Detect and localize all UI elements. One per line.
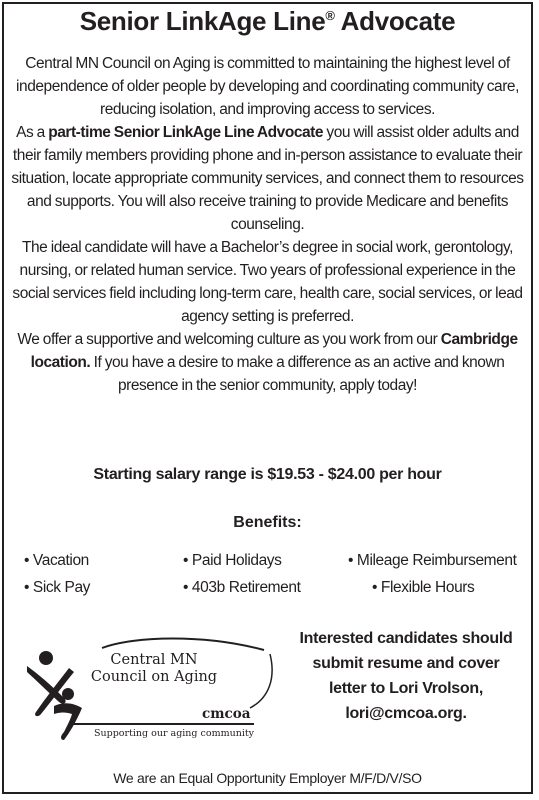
- intro-paragraph: Central MN Council on Aging is committed to maintaining the highest level of independence of older people by developing and coordinating community care, reducing isolation, and improving access to services.: [16, 55, 519, 118]
- benefit-sick-pay: • Sick Pay: [24, 579, 91, 596]
- benefit-vacation: • Vacation: [24, 552, 89, 569]
- benefit-mileage-reimbursement: • Mileage Reimbursement: [348, 552, 517, 569]
- role-position: part-time Senior LinkAge Line Advocate: [48, 124, 324, 141]
- logo-name: [84, 652, 224, 686]
- ad-title: [0, 6, 535, 37]
- apply-email: lori@cmcoa.org.: [345, 705, 467, 722]
- title-suffix: Advocate: [334, 6, 456, 36]
- eeo-statement: We are an Equal Opportunity Employer M/F/D/V/SO: [113, 770, 422, 786]
- title-text: Senior LinkAge Line: [79, 6, 326, 36]
- role-text: you will assist older adults and their family members providing phone and in-person assistance to evaluate their situation, locate appropriate community services, and connect them to resources and supports. You will also receive training to provide Medicare and benefits counseling.: [11, 124, 524, 233]
- benefit-403b-retirement: • 403b Retirement: [183, 579, 301, 596]
- logo-abbrev: cmcoa: [202, 706, 251, 722]
- logo-tagline: Supporting our aging community: [94, 728, 255, 739]
- logo-name-line1: Central MN: [110, 652, 198, 668]
- role-paragraph: [6, 121, 529, 236]
- apply-line1: Interested candidates should: [299, 630, 513, 647]
- registered-mark: ®: [325, 8, 335, 23]
- culture-text: If you have a desire to make a difference as an active and known presence in the senior community, apply today!: [90, 354, 505, 394]
- benefit-paid-holidays: • Paid Holidays: [183, 552, 282, 569]
- benefit-flexible-hours: • Flexible Hours: [372, 579, 475, 596]
- logo-name-line2: Council on Aging: [90, 669, 218, 685]
- cmcoa-logo: [24, 628, 274, 743]
- apply-line3: letter to Lori Vrolson,: [328, 680, 483, 697]
- qualifications-paragraph: The ideal candidate will have a Bachelor’s degree in social work, gerontology, nursing, or related human service. Two years of professional experience in the social services field including long-term care, health care, social services, or lead agency setting is preferred.: [12, 239, 523, 325]
- role-prefix: As a: [16, 124, 49, 141]
- apply-line2: submit resume and cover: [312, 655, 500, 672]
- apply-instructions: [280, 626, 532, 726]
- culture-paragraph: [6, 328, 529, 397]
- culture-prefix: We offer a supportive and welcoming culture as you work from our: [17, 331, 441, 348]
- ad-body: [6, 52, 529, 397]
- benefits-heading: Benefits:: [233, 514, 302, 531]
- culture-location: Cambridge location.: [30, 331, 518, 371]
- salary-range: Starting salary range is $19.53 - $24.00 per hour: [93, 466, 442, 483]
